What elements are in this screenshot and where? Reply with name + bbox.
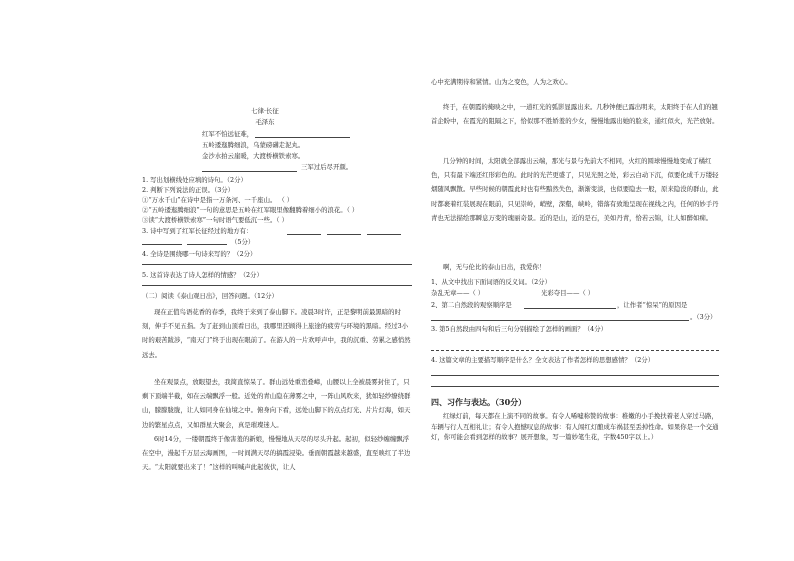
poem-author: 毛泽东 [255, 118, 275, 126]
q1-3: 3. 诗中写到了红军长征经过的地方有： [142, 227, 253, 235]
q2-3: 3. 第5自然段由四句和后三句分别描绘了怎样的画面？（4分） [431, 325, 608, 333]
q1-5: 5. 这首诗表达了诗人怎样的情感？（2分） [142, 271, 263, 279]
q1-3-blank-1[interactable] [287, 234, 321, 235]
passage-p5: 几分钟的时间，太阳就全部露出云端，那光与景与先前大不相同，火红的圆球慢慢地变成了橘红色，只有最下端还红形彩色的。此时的光芒更盛了，只见光照之处，彩云白动下沉，似要化成千万缕轻烟随风飘散。早些时候的朝霞此时也有些黯然失色，渐渐变淡，也似要隐去一般，原来隐没的群山，此时都裹着红装展现在眼前，只见崇岭，峭壁，深壑，峡岭，错落有致地呈现在视线之内，任何的妙手丹青也无法描绘那瞬息万变的瑰丽奇景。近的是山，近的是石，美如丹青，恰若云锦，让人如醉如痴。 [431, 157, 719, 222]
part4-heading: 四、习作与表达。（30分） [431, 397, 527, 407]
passage-p4: 终于，在朝霞的掩映之中，一道红光的弧影显露出来。几秒钟便已露出明来，太阳终于在人们的翘首企盼中，在霞光的阻隔之下，恰似那不胜娇羞的少女，慢慢地露出她的脸来，通红似火，光芒放射。 [431, 103, 719, 126]
passage-p1: 现在正值鸟语花香的春季，我终于来到了泰山脚下。凌晨3时许，正是黎明前最黑暗的时刻，伸手不见五指。为了赶到山顶看日出，我哪里还顾得上旅途的疲劳与环境的黑暗。经过3小时的艰苦跋涉，“南天门”终于出现在眼前了。在游人的一片欢呼声中，我的沉重、劳累之感悄然远去。 [142, 308, 411, 359]
poem-blank-1[interactable] [255, 137, 350, 138]
q1-3-blank-5[interactable] [187, 244, 227, 245]
poem-blank-2[interactable] [202, 171, 297, 172]
poem-line-2: 五岭逶迤腾细浪，乌蒙磅礴走泥丸。 [202, 141, 305, 149]
q2-3-answer-line[interactable] [431, 350, 719, 351]
q1-1: 1. 写出划横线处应填的诗句。（2分） [142, 176, 247, 184]
poem-title: 七律·长征 [251, 107, 279, 115]
passage-p0: 心中充满期待和紧情。山为之变色，人为之欢心。 [431, 78, 572, 86]
passage-p3: 6时14分，一缕朝霞终于像害羞的新娘，慢慢地从天尽的尽头升起。起初，似轻纱缠缠飘浮在空中，漫起千万层云海画图，一时间满天尽的搞霞浸染。垂面朝霞越来越盛，直至映红了半边天。“太阳就要出来了！”这样的叫喊声此起彼伏，让人 [142, 435, 411, 472]
passage-p6: 啊，无与伦比的泰山日出，我爱你！ [443, 263, 546, 271]
q2-1b: 光彩夺目——（ ） [541, 289, 595, 297]
poem-line-4: 三军过后尽开颜。 [301, 163, 353, 171]
q2-2-score: 。（3分） [690, 313, 717, 321]
q1-2b: ②“五岭逶迤腾细浪”一句的意思是五岭在红军眼里像翻腾着细小的浪花。（ ） [142, 206, 359, 214]
q2-2-blank-1[interactable] [524, 308, 616, 309]
part4-prompt: 红绿灯前，每天都在上演不同的故事。有令人唏嘘称赞的故事：稚嫩的小手挽扶着老人穿过马路，车辆与行人互相礼让；有令人抱憾叹息的故事：有人闯红灯酿成车祸甚至丢掉性命。如果你是一个交通灯，你可能会看到怎样的故事？展开想象，写一篇妙笔生花，字数450字以上。） [431, 412, 719, 441]
q2-2-blank-2[interactable] [431, 320, 689, 321]
q1-4-answer-line[interactable] [142, 264, 412, 265]
poem-line-3: 金沙水拍云崖暖，大渡桥横铁索寒。 [202, 152, 305, 160]
q2-2b: ，让作者“惊呆”的原因是 [617, 301, 688, 309]
q1-4: 4. 全诗是围绕哪一句诗来写的？（2分） [142, 250, 257, 258]
q1-5-answer-line[interactable] [142, 285, 412, 286]
q1-3-blank-3[interactable] [367, 234, 401, 235]
passage-p2: 坐在观景点，放眼望去，我简直惊呆了。群山远处重峦叠嶂，山腰以上全被晨雾封住了，只剩下顶端半截，如在云端飘浮一般。近处的青山隐在薄雾之中，一阵山风吹来，犹如轻纱缭绕群山，朦朦胧胧，让人如同身在仙境之中。俯身向下看，远处山脚下的点点灯光、片片灯海，如天边的繁星点点，又如群星大聚会，真是璀璨迷人。 [142, 378, 411, 429]
q2-4-answer-line-1[interactable] [431, 375, 719, 376]
part2-heading: （二）阅读《泰山观日出》，回答问题。（12分） [142, 292, 278, 300]
q2-1a: 杂乱无章——（ ） [431, 289, 485, 297]
q2-4: 4. 这篇文章的主要描写顺序是什么？全文表达了作者怎样的思想感情？（2分） [431, 356, 655, 364]
q1-3-blank-2[interactable] [327, 234, 361, 235]
q1-2: 2. 判断下列说法的正误。（3分） [142, 186, 235, 194]
poem-line-1: 红军不怕远征难， [202, 130, 254, 138]
q1-3-blank-4[interactable] [142, 244, 182, 245]
q2-1: 1、从文中找出下面词语的反义词。（2分） [431, 278, 551, 286]
q2-4-answer-line-2[interactable] [431, 386, 719, 387]
q1-2c: ③读“大渡桥横铁索寒”一句时语气要低沉一些。（ ） [142, 216, 288, 224]
q1-3-score: （5分） [231, 238, 255, 246]
q2-2: 2、第二自然段的观察顺序是 [431, 301, 512, 309]
q1-2a: ①“万水千山”在诗中是指一万条河、一千座山。 （ ） [142, 196, 294, 204]
